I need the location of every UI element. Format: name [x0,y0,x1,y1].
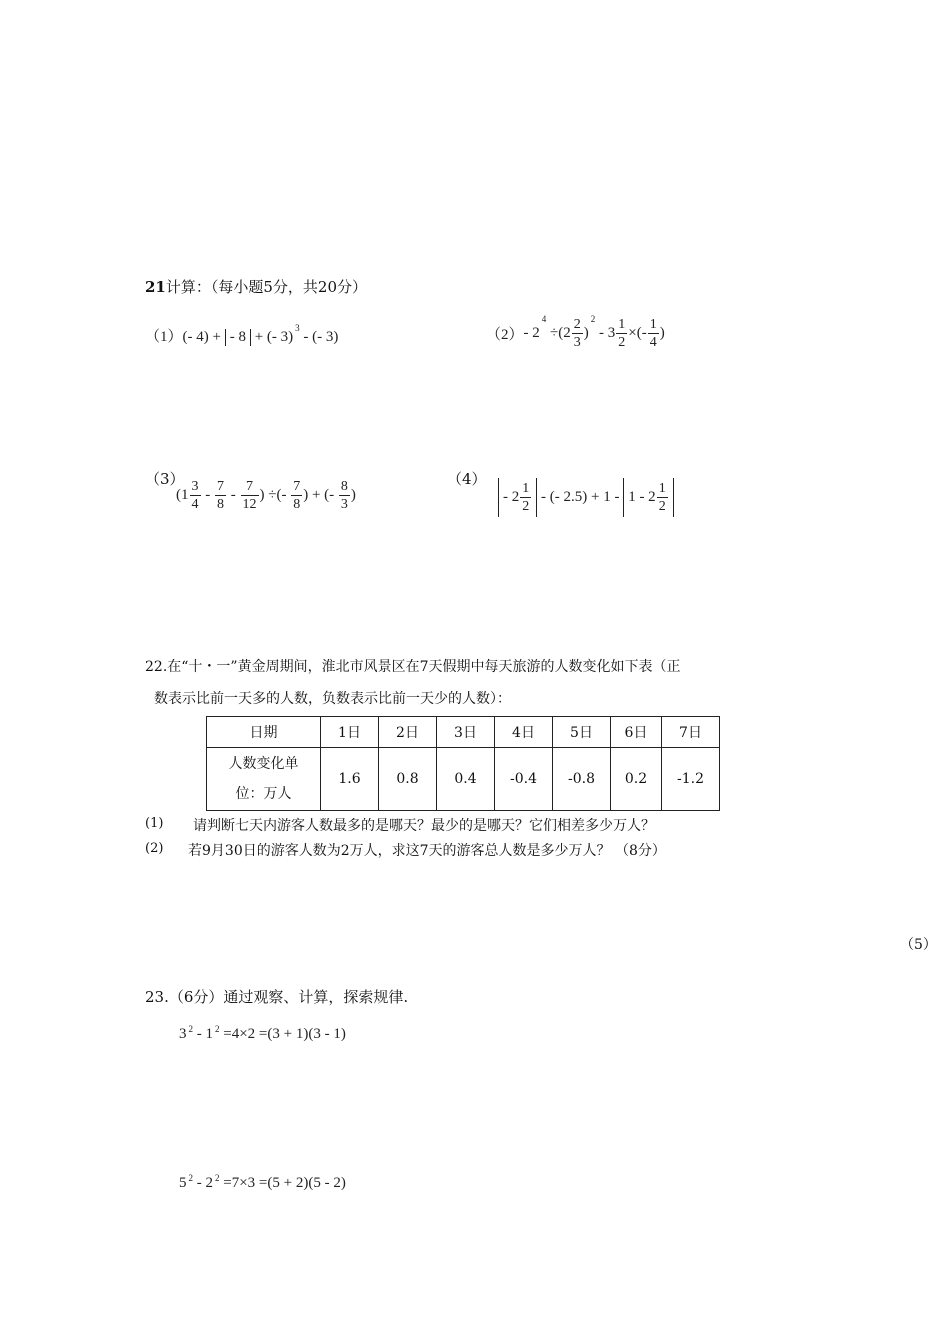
problem-label: （1） [145,329,183,345]
table-cell: 0.8 [379,748,437,811]
expr-part: - (- 2.5) + 1 - [537,489,624,505]
row-label-line: 位：万人 [235,786,292,802]
q22-intro-line-1: 22.在“十・一”黄金周期间，淮北市风景区在7天假期中每天旅游的人数变化如下表（正 [145,659,681,675]
table-row-label [207,748,321,811]
q22-sub1-text: 请判断七天内游客人数最多的是哪天？最少的是哪天？它们相差多少万人？ [193,818,655,834]
table-cell: 0.4 [437,748,495,811]
expr-part: - 1 [193,1026,213,1042]
expr-part: + (- 3) [250,329,294,345]
expr-part: ) [350,487,356,503]
q22-sub2-number: (2) [145,841,164,856]
expr-part: 1 - 2 [628,489,656,505]
expr-part: - 2 [523,325,540,341]
expr-part: 3 [179,1026,187,1042]
table-cell: -1.2 [662,748,720,811]
side-mark: （5） [900,937,937,953]
q22-sub2-text: 若9月30日的游客人数为2万人，求这7天的游客总人数是多少万人？ （8分） [188,843,666,859]
expr-part: - 2 [193,1175,213,1191]
table-cell: 0.2 [611,748,662,811]
table-header-cell: 日期 [207,717,321,748]
q21-problem-2 [486,316,665,351]
q21-problem-1 [145,325,338,346]
exponent: 2 [188,1173,193,1183]
fraction: $\frac{1}{2}$ [658,481,666,514]
exponent: 2 [215,1024,220,1034]
table-header-cell: 1日 [321,717,379,748]
expr-part: 5 [179,1175,187,1191]
expr-part: - [201,487,214,503]
expr-part: =4×2 =(3 + 1)(3 - 1) [219,1026,346,1042]
expr-part: ×(- [628,325,647,341]
expr-part: - (- 3) [299,329,339,345]
q21-problem-4-label: （4） [447,470,487,488]
q21-problem-4 [498,478,674,517]
table-header-cell: 2日 [379,717,437,748]
absolute-value [623,478,674,517]
expr-part: - 8 [229,329,246,346]
q21-number: 21 [145,278,166,296]
expr-part: - 2 [503,489,520,505]
table-cell: 1.6 [321,748,379,811]
expr-part: =7×3 =(5 + 2)(5 - 2) [219,1175,346,1191]
table-header-cell: 7日 [662,717,720,748]
q23-equation-2 [179,1175,346,1192]
table-row [207,748,720,811]
fraction: $\frac{1}{2}$ [522,481,530,514]
row-label-line: 人数变化单 [228,756,299,772]
table-cell: -0.8 [553,748,611,811]
expr-part: - 3 [595,325,616,341]
fraction: $\frac{7}{8}$ [293,479,301,512]
fraction: $\frac{8}{3}$ [340,479,348,512]
exponent: 3 [295,323,300,333]
expr-part: ÷(2 [546,325,571,341]
fraction: $\frac{3}{4}$ [191,479,199,512]
q21-problem-3-label: （3） [145,470,185,488]
q21-problem-3 [176,478,356,513]
expr-part: ) ÷(- [259,487,291,503]
visitor-change-table [206,716,720,811]
exponent: 4 [541,314,547,324]
q22-intro-line-2: 数表示比前一天多的人数，负数表示比前一天少的人数）： [154,691,511,707]
absolute-value [225,329,251,346]
table-header-cell: 4日 [495,717,553,748]
table-header-cell: 5日 [553,717,611,748]
q23-equation-1 [179,1026,346,1043]
expr-part: - [227,487,240,503]
expr-part: ) [583,325,589,341]
fraction: $\frac{1}{2}$ [618,317,626,350]
table-header-cell: 3日 [437,717,495,748]
q21-title [145,276,367,297]
fraction: $\frac{2}{3}$ [573,317,581,350]
fraction: $\frac{7}{8}$ [217,479,224,512]
q22-sub1-number: (1) [145,816,164,831]
q21-title-text: 计算：（每小题5分，共20分） [165,278,368,296]
exponent: 2 [215,1173,220,1183]
expr-part: ) [659,325,665,341]
absolute-value [498,478,537,517]
q23-title: 23.（6分）通过观察、计算，探索规律. [145,988,409,1006]
exponent: 2 [188,1024,193,1034]
table-cell: -0.4 [495,748,553,811]
expr-part: ) + (- [303,487,338,503]
table-row [207,717,720,748]
exponent: 2 [590,314,596,324]
expr-part: (- 4) + [182,329,225,345]
expr-part: (1 [176,487,189,503]
fraction: $\frac{7}{12}$ [242,479,257,512]
table-header-cell: 6日 [611,717,662,748]
problem-label: （2） [486,327,524,343]
fraction: $\frac{1}{4}$ [649,317,657,350]
